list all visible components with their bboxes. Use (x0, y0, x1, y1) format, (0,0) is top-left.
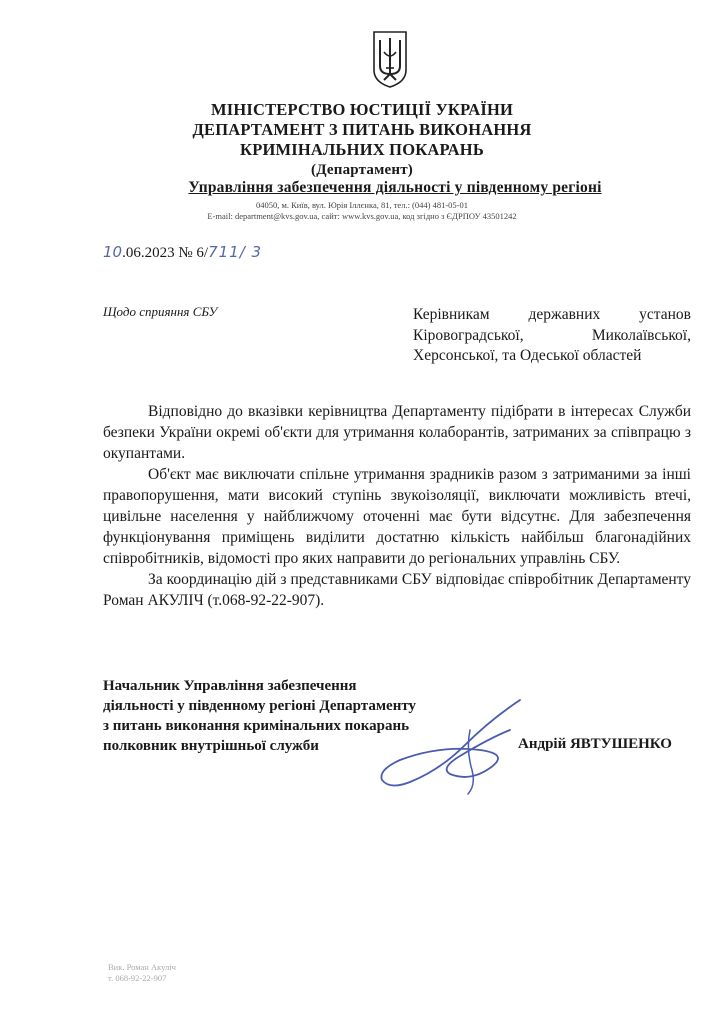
executor-phone: т. 068-92-22-907 (108, 973, 167, 983)
recipient-block (413, 305, 691, 367)
signatory-title-line: полковник внутрішньої служби (103, 738, 319, 754)
signatory-name: Андрій ЯВТУШЕНКО (518, 736, 672, 752)
department-title-line1: ДЕПАРТАМЕНТ З ПИТАНЬ ВИКОНАННЯ (192, 120, 532, 139)
recipient-line: Кіровоградської, Миколаївської, (413, 326, 691, 344)
unit-title: Управління забезпечення діяльності у південному регіоні (188, 179, 602, 196)
executor-note (108, 962, 176, 984)
letter-body (103, 401, 691, 611)
executor-name: Вик. Роман Акуліч (108, 962, 176, 972)
registration-line (103, 243, 262, 262)
trident-emblem-icon (370, 30, 410, 88)
body-paragraph: Об'єкт має виключати спільне утримання зрадників разом з затриманими за інші правопорушення, мати високий ступінь звукоізоляції, виключати можливість втечі, цивільне населення у найближчому оточенні має бути відсутнє. Для забезпечення функціонування приміщень виділити достатню кількість найбільш благонадійних співробітників, відомості про яких направити до регіональних управлінь СБУ. (103, 466, 691, 567)
registration-day: 10 (103, 243, 123, 261)
signatory-title (103, 676, 483, 756)
registration-number: 711/ 3 (208, 243, 263, 261)
body-paragraph: Відповідно до вказівки керівництва Департаменту підібрати в інтересах Служби безпеки України окремі об'єкти для утримання колаборантів, затриманих за співпрацю з окупантами. (103, 403, 691, 462)
ministry-title: МІНІСТЕРСТВО ЮСТИЦІЇ УКРАЇНИ (210, 100, 514, 119)
recipient-line: Херсонської, та Одеської областей (413, 347, 642, 364)
recipient-line: Керівникам державних установ (413, 306, 691, 323)
signatory-title-line: з питань виконання кримінальних покарань (103, 718, 410, 734)
contacts-line: E-mail: department@kvs.gov.ua, сайт: www.kvs.gov.ua, код згідно з ЄДРПОУ 43501242 (207, 211, 517, 221)
body-paragraph: За координацію дій з представниками СБУ відповідає співробітник Департаменту Роман АКУЛІЧ (т.068-92-22-907). (103, 571, 691, 609)
signatory-title-line: діяльності у південному регіоні Департаменту (103, 698, 417, 714)
registration-date: .06.2023 № 6/ (122, 245, 209, 261)
department-short-name: (Департамент) (311, 162, 413, 178)
address-line: 04050, м. Київ, вул. Юрія Іллєнка, 81, тел.: (044) 481-05-01 (255, 200, 469, 210)
department-title-line2: КРИМІНАЛЬНИХ ПОКАРАНЬ (240, 140, 484, 159)
signatory-title-line: Начальник Управління забезпечення (103, 678, 357, 694)
subject-line: Щодо сприяння СБУ (103, 304, 218, 319)
